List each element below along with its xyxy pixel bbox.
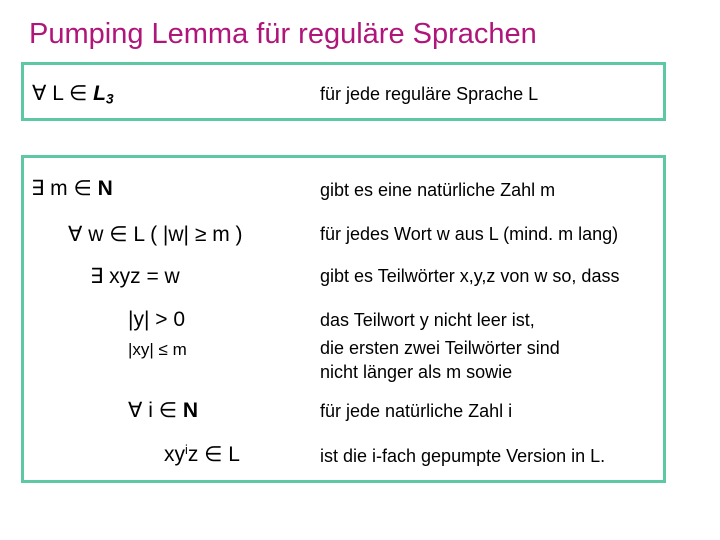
element-of-symbol: ∈ [68,82,88,105]
formula-forall-L [32,81,114,106]
forall-symbol: ∀ [32,82,47,105]
formula-forall-i: ∀ i ∈ N [128,399,199,422]
formula-variable: L [52,82,64,105]
description-text: gibt es Teilwörter x,y,z von w so, dass [320,266,620,286]
formula-pumped-word: $xy^iz$ ∈ L [164,443,240,466]
language-class: $L_3$ [93,82,114,107]
formula-y-nonempty: |y| > 0 [128,308,186,331]
formula-exists-xyz: ∃ xyz = w [90,265,180,288]
description-text: ist die i-fach gepumpte Version in L. [320,446,606,466]
description-text: nicht länger als m sowie [320,362,513,382]
description-text: die ersten zwei Teilwörter sind [320,338,560,358]
description-text: das Teilwort y nicht leer ist, [320,310,535,330]
description-text: für jedes Wort w aus L (mind. m lang) [320,224,619,244]
description-text: für jede reguläre Sprache L [320,84,539,104]
page-title: Pumping Lemma für reguläre Sprachen [29,18,537,50]
formula-forall-w: ∀ w ∈ L ( |w| ≥ m ) [68,223,243,246]
formula-xy-length: |xy| ≤ m [128,340,187,359]
description-text: gibt es eine natürliche Zahl m [320,180,556,200]
formula-exists-m: ∃ m ∈ N [31,177,113,200]
description-text: für jede natürliche Zahl i [320,401,513,421]
